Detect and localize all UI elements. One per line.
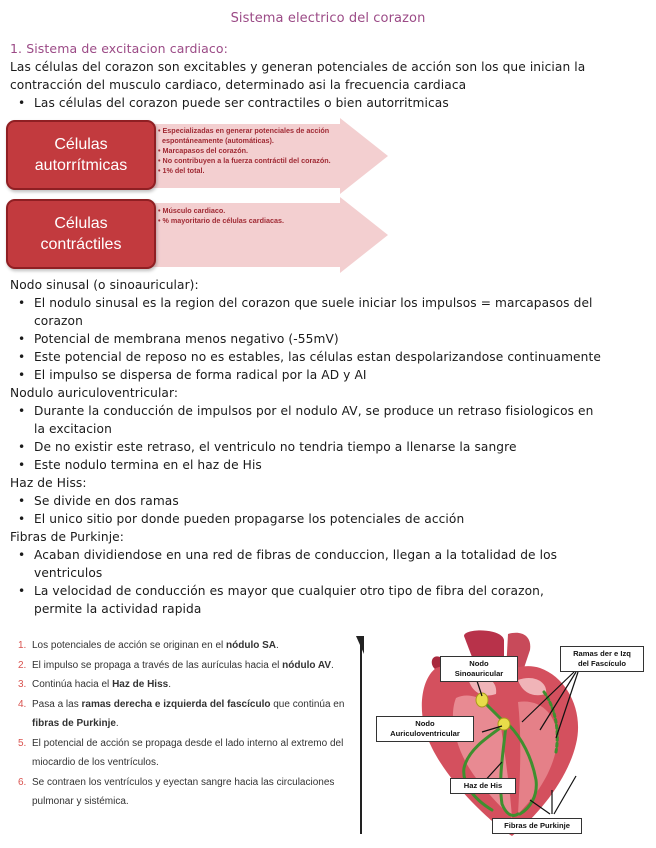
step-text: . xyxy=(168,679,171,690)
list-item: • De no existir este retraso, el ventriculo no tendria tiempo a llenarse la sangre xyxy=(10,438,640,456)
step-emphasis: ramas derecha e izquierda del fascículo xyxy=(81,698,271,710)
detail-line: • Músculo cardiaco. xyxy=(158,206,226,215)
step-text: Pasa a las xyxy=(32,698,82,710)
list-item-text: Durante la conducción de impulsos por el nodulo AV, se produce un retraso fisiologicos en xyxy=(34,404,594,418)
autorhythmic-cells-box xyxy=(6,120,156,190)
list-item-text: la excitacion xyxy=(34,422,112,436)
list-item xyxy=(10,582,640,618)
detail-line: • Especializadas en generar potenciales de acción xyxy=(158,126,330,135)
step-emphasis: nódulo AV xyxy=(282,659,332,671)
step-text: Se contraen los ventrículos y eyectan sangre hacia las circulaciones pulmonar y sistémica. xyxy=(32,776,335,807)
label-line: del Fascículo xyxy=(577,659,627,668)
label-line: Nodo xyxy=(469,659,489,668)
list-item-text: permite la actividad rapida xyxy=(34,602,202,616)
step-emphasis: Haz de Hiss xyxy=(112,679,169,690)
label-haz-de-his: Haz de His xyxy=(450,778,516,794)
list-item xyxy=(10,546,640,582)
list-item-text: Acaban dividiendose en una red de fibras de conduccion, llegan a la totalidad de los xyxy=(34,548,558,562)
list-item-text: La velocidad de conducción es mayor que cualquier otro tipo de fibra del corazon, xyxy=(34,584,544,598)
step-text: que continúa en xyxy=(270,698,345,710)
step-number: 3. xyxy=(18,679,27,690)
step-item xyxy=(18,734,358,773)
label-fibras-purkinje: Fibras de Purkinje xyxy=(492,818,582,834)
detail-line: • No contribuyen a la fuerza contráctil del corazón. xyxy=(158,156,331,165)
page-title: Sistema electrico del corazon xyxy=(230,11,426,26)
step-text: El potencial de acción se propaga desde el lado interno al extremo del miocardio de los ventrículos. xyxy=(32,737,344,768)
list-item-text: ventriculos xyxy=(34,566,103,580)
detail-line: espontáneamente (automáticas). xyxy=(162,136,274,145)
step-emphasis: fibras de Purkinje xyxy=(32,718,116,729)
step-item xyxy=(18,695,358,734)
intro-bullet: • Las células del corazon puede ser contractiles o bien autorritmicas xyxy=(10,94,640,112)
intro-line: Las células del corazon son excitables y generan potenciales de acción son los que inician la xyxy=(10,60,586,74)
detail-line: • Marcapasos del corazón. xyxy=(158,146,248,155)
box-label-line: Células xyxy=(54,215,108,232)
step-text: . xyxy=(331,659,334,671)
step-text: Los potenciales de acción se originan en el xyxy=(32,640,227,651)
step-number: 5. xyxy=(18,737,27,749)
label-nodo-sinoauricular xyxy=(440,656,518,682)
box-label-line: Células xyxy=(54,136,108,153)
contractile-details xyxy=(158,206,284,226)
step-number: 4. xyxy=(18,698,27,710)
list-item: • Potencial de membrana menos negativo (-55mV) xyxy=(10,330,640,348)
label-line: Auriculoventricular xyxy=(390,729,460,738)
section-heading: 1. Sistema de excitacion cardiaco: xyxy=(10,41,228,56)
label-ramas-fasciculo xyxy=(560,646,644,672)
step-item xyxy=(18,636,358,656)
nodulo-av-heading: Nodulo auriculoventricular: xyxy=(10,386,179,400)
contractile-cells-box xyxy=(6,199,156,269)
step-item xyxy=(18,675,358,695)
step-number: 1. xyxy=(18,640,27,651)
divider xyxy=(360,636,362,834)
haz-his-heading: Haz de Hiss: xyxy=(10,476,87,490)
box-label-line: autorrítmicas xyxy=(34,157,128,174)
av-node xyxy=(498,718,510,730)
list-item-text: El nodulo sinusal es la region del corazon que suele iniciar los impulsos = marcapasos del xyxy=(34,296,593,310)
label-line: Sinoauricular xyxy=(454,669,504,678)
step-text: . xyxy=(115,718,119,729)
step-item xyxy=(18,773,358,812)
step-item xyxy=(18,656,358,676)
label-line: Ramas der e Izq xyxy=(573,649,631,658)
list-item xyxy=(10,402,640,438)
step-text: El impulso se propaga a través de las aurículas hacia el xyxy=(32,659,283,671)
list-item: • Se divide en dos ramas xyxy=(10,492,640,510)
intro-line: contracción del musculo cardiaco, determinado asi la frecuencia cardiaca xyxy=(10,78,467,92)
list-item-text: corazon xyxy=(34,314,83,328)
label-line: Nodo xyxy=(415,719,435,728)
list-item: • El unico sitio por donde pueden propagarse los potenciales de acción xyxy=(10,510,640,528)
detail-line: • % mayoritario de células cardiacas. xyxy=(158,216,284,225)
step-number: 6. xyxy=(18,776,27,788)
autorhythmic-details xyxy=(158,126,331,176)
intro-paragraph xyxy=(10,58,640,112)
list-item: • Este potencial de reposo no es estables, las células estan despolarizandose continuamente xyxy=(10,348,640,366)
box-label-line: contráctiles xyxy=(40,236,122,253)
purkinje-heading: Fibras de Purkinje: xyxy=(10,530,124,544)
divider-marker xyxy=(356,636,364,654)
conduction-steps-list xyxy=(18,636,358,812)
step-text: . xyxy=(276,640,279,651)
label-nodo-auriculoventricular xyxy=(376,716,474,742)
list-item: • Este nodulo termina en el haz de His xyxy=(10,456,640,474)
list-item xyxy=(10,294,640,330)
detail-line: • 1% del total. xyxy=(158,166,205,175)
list-item: • El impulso se dispersa de forma radical por la AD y AI xyxy=(10,366,640,384)
step-text: Continúa hacia el xyxy=(32,679,113,690)
nodo-sinusal-heading: Nodo sinusal (o sinoauricular): xyxy=(10,278,199,292)
step-emphasis: nódulo SA xyxy=(226,640,277,651)
notes-body xyxy=(10,276,640,618)
step-number: 2. xyxy=(18,659,27,671)
